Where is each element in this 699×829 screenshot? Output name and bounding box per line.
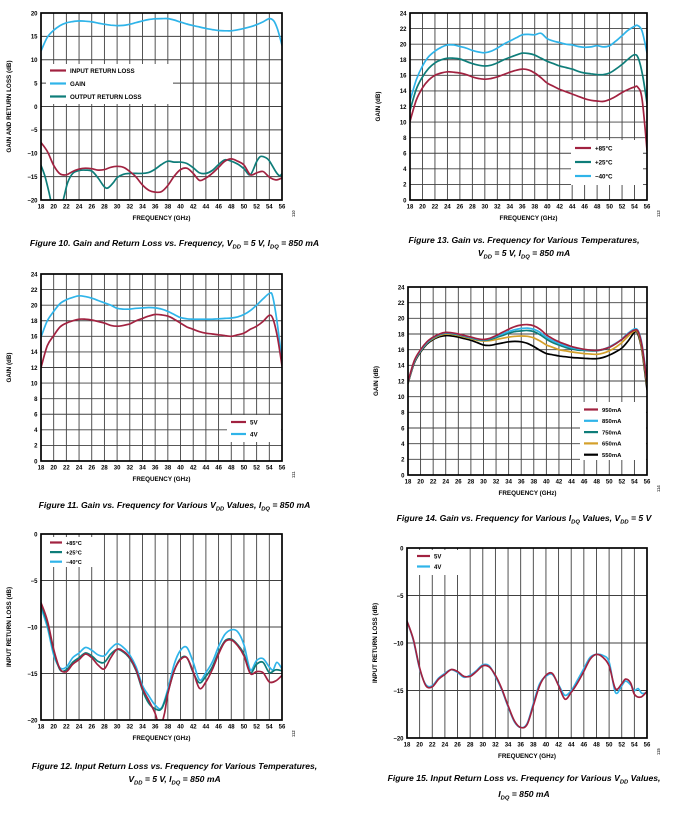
fig14-x-tick: 42 xyxy=(555,479,563,486)
fig14-legend-label: 750mA xyxy=(602,430,622,437)
fig15-y-tick: −10 xyxy=(393,641,404,648)
fig11-y-tick: 18 xyxy=(30,319,38,326)
fig13-y-axis-title: GAIN (dB) xyxy=(375,91,382,122)
fig11-y-tick: 16 xyxy=(30,334,38,341)
fig13-legend-label: +85°C xyxy=(595,145,613,153)
fig14-caption: Figure 14. Gain vs. Frequency for Various $I_{DQ}$ Values, $V_{DD} = 5$ V xyxy=(396,513,652,526)
fig11-x-tick: 56 xyxy=(278,465,286,472)
fig14-x-tick: 24 xyxy=(442,479,450,486)
fig12-x-tick: 52 xyxy=(253,724,260,731)
fig11-y-tick: 6 xyxy=(34,412,38,419)
fig10-x-tick: 38 xyxy=(164,204,172,211)
fig13-y-tick: 4 xyxy=(403,167,407,174)
fig12-x-tick: 22 xyxy=(63,724,70,731)
fig12-series-25c xyxy=(41,605,282,711)
fig10-x-tick: 50 xyxy=(240,204,248,211)
fig13-side-label: 113 xyxy=(656,210,661,217)
fig15-x-axis-title: FREQUENCY (GHz) xyxy=(498,753,556,760)
fig14-x-tick: 20 xyxy=(417,479,424,486)
fig13-y-tick: 10 xyxy=(399,120,407,127)
fig10-x-tick: 30 xyxy=(113,204,121,211)
fig14-series-950ma xyxy=(408,325,647,382)
fig11-x-tick: 50 xyxy=(240,465,248,472)
fig10-y-axis-title: GAIN AND RETURN LOSS (dB) xyxy=(6,60,13,153)
fig11-y-tick: 0 xyxy=(34,459,38,466)
fig14-x-tick: 46 xyxy=(580,479,588,486)
fig15-legend-label: 5V xyxy=(434,554,442,561)
fig13-legend-label: −40°C xyxy=(595,173,613,181)
fig10-y-tick: 10 xyxy=(30,58,38,65)
fig13-x-tick: 52 xyxy=(618,204,626,211)
fig14-legend-label: 550mA xyxy=(602,453,622,459)
fig15-x-tick: 32 xyxy=(492,742,499,749)
fig15-x-tick: 46 xyxy=(580,742,588,749)
fig14-y-tick: 22 xyxy=(397,300,405,307)
figure-13 xyxy=(349,0,699,268)
fig13-y-tick: 20 xyxy=(399,42,407,49)
fig13-x-tick: 20 xyxy=(419,204,426,211)
fig12-y-axis-title: INPUT RETURN LOSS (dB) xyxy=(6,586,13,668)
fig10-y-tick: −15 xyxy=(27,174,38,181)
fig11-caption: Figure 11. Gain vs. Frequency for Various $V_{DD}$ Values, $I_{DQ} = 850$ mA xyxy=(38,500,311,513)
fig15-x-tick: 54 xyxy=(631,742,638,749)
fig10-x-tick: 44 xyxy=(202,204,210,211)
fig14-y-tick: 2 xyxy=(401,457,405,464)
fig10-x-tick: 52 xyxy=(253,204,260,211)
fig10-y-tick: −5 xyxy=(30,128,38,135)
fig15-x-tick: 42 xyxy=(555,742,562,749)
fig11-x-tick: 54 xyxy=(265,465,273,472)
fig15-side-label: 115 xyxy=(656,748,661,755)
fig14-x-tick: 28 xyxy=(467,479,475,486)
fig14-y-tick: 16 xyxy=(397,347,405,354)
fig14-plot xyxy=(349,262,699,528)
fig12-x-tick: 40 xyxy=(177,724,184,731)
fig14-y-tick: 0 xyxy=(401,473,405,480)
fig13-x-tick: 28 xyxy=(469,204,476,211)
fig10-x-tick: 32 xyxy=(126,204,134,211)
fig15-x-tick: 28 xyxy=(466,742,474,749)
fig13-y-tick: 12 xyxy=(399,104,407,111)
fig11-y-tick: 22 xyxy=(30,287,38,294)
fig14-legend-label: 850mA xyxy=(602,419,622,426)
figure-11 xyxy=(0,262,349,520)
fig12-x-tick: 36 xyxy=(151,724,159,731)
fig11-x-tick: 22 xyxy=(63,465,70,472)
fig14-x-tick: 18 xyxy=(404,479,412,486)
fig14-side-label: 114 xyxy=(656,485,661,492)
fig11-y-tick: 12 xyxy=(30,365,38,372)
fig14-x-tick: 26 xyxy=(454,479,462,486)
fig13-x-tick: 48 xyxy=(593,204,601,211)
fig11-plot xyxy=(0,262,349,520)
fig10-x-tick: 22 xyxy=(63,204,70,211)
fig11-x-tick: 52 xyxy=(253,465,260,472)
fig13-x-tick: 56 xyxy=(643,204,651,211)
fig12-legend-label: +25°C xyxy=(66,550,82,557)
fig12-x-tick: 46 xyxy=(215,724,222,731)
fig15-x-tick: 56 xyxy=(643,742,651,749)
fig12-x-tick: 18 xyxy=(37,724,45,731)
fig12-x-tick: 56 xyxy=(278,724,286,731)
fig10-y-tick: −10 xyxy=(27,151,38,158)
fig11-x-tick: 24 xyxy=(75,465,83,472)
fig10-x-tick: 28 xyxy=(101,204,108,211)
fig13-x-tick: 22 xyxy=(431,204,439,211)
fig12-x-tick: 44 xyxy=(202,724,210,731)
fig11-side-label: 111 xyxy=(291,471,296,478)
fig11-x-tick: 28 xyxy=(101,465,108,472)
fig15-x-tick: 24 xyxy=(441,742,449,749)
fig10-legend-label: OUTPUT RETURN LOSS xyxy=(70,93,142,101)
fig13-y-tick: 2 xyxy=(403,182,407,189)
fig11-x-tick: 32 xyxy=(126,465,134,472)
fig12-x-tick: 20 xyxy=(50,724,58,731)
figure-12 xyxy=(0,520,349,829)
fig11-x-tick: 40 xyxy=(177,465,184,472)
fig14-y-tick: 6 xyxy=(401,426,405,433)
fig11-x-axis-title: FREQUENCY (GHz) xyxy=(132,476,191,483)
fig13-x-tick: 50 xyxy=(606,204,613,211)
fig10-x-tick: 54 xyxy=(265,204,273,211)
fig13-plot xyxy=(349,0,699,268)
fig14-y-tick: 8 xyxy=(401,410,405,417)
fig14-series-650ma xyxy=(408,331,647,385)
fig11-x-tick: 46 xyxy=(215,465,222,472)
fig11-x-tick: 18 xyxy=(37,465,45,472)
fig10-legend-label: GAIN xyxy=(70,80,86,88)
fig12-y-tick: 0 xyxy=(34,532,38,539)
fig15-y-tick: −20 xyxy=(393,736,404,743)
figure-10 xyxy=(0,0,349,260)
fig15-x-tick: 34 xyxy=(504,742,512,749)
fig15-x-tick: 52 xyxy=(618,742,626,749)
fig14-x-tick: 44 xyxy=(568,479,575,486)
fig10-x-tick: 56 xyxy=(278,204,286,211)
fig14-y-axis-title: GAIN (dB) xyxy=(373,365,380,397)
fig11-series-5v xyxy=(41,314,282,367)
fig14-x-tick: 52 xyxy=(618,479,626,486)
fig10-y-tick: 15 xyxy=(30,34,38,41)
fig13-caption: Figure 13. Gain vs. Frequency for Various Temperatures, $V_{DD} = 5$ V, $I_{DQ} = 850$ mA xyxy=(408,235,640,262)
fig11-y-tick: 20 xyxy=(30,303,38,310)
fig14-y-tick: 18 xyxy=(397,332,405,339)
fig11-x-tick: 42 xyxy=(189,465,197,472)
fig10-x-tick: 40 xyxy=(177,204,184,211)
fig12-side-label: 112 xyxy=(291,730,296,737)
fig10-x-tick: 20 xyxy=(50,204,58,211)
fig11-x-tick: 20 xyxy=(50,465,58,472)
fig14-y-tick: 20 xyxy=(397,316,405,323)
fig10-x-axis-title: FREQUENCY (GHz) xyxy=(132,215,191,222)
fig15-y-tick: 0 xyxy=(400,546,404,553)
fig12-legend-label: +85°C xyxy=(66,540,82,547)
fig13-x-axis-title: FREQUENCY (GHz) xyxy=(499,215,558,222)
fig15-x-tick: 30 xyxy=(479,742,487,749)
fig13-x-tick: 42 xyxy=(556,204,564,211)
fig14-x-tick: 34 xyxy=(505,479,512,486)
fig12-y-tick: −10 xyxy=(27,625,38,632)
fig15-x-tick: 20 xyxy=(416,742,423,749)
fig11-y-axis-title: GAIN (dB) xyxy=(6,352,13,383)
fig14-y-tick: 24 xyxy=(397,285,405,292)
fig12-x-tick: 42 xyxy=(189,724,197,731)
fig12-x-tick: 30 xyxy=(113,724,121,731)
fig10-y-tick: −20 xyxy=(27,198,38,205)
fig12-y-tick: −5 xyxy=(30,578,38,585)
fig12-x-tick: 28 xyxy=(101,724,108,731)
fig10-x-tick: 48 xyxy=(227,204,235,211)
fig12-x-tick: 54 xyxy=(265,724,273,731)
fig15-x-tick: 22 xyxy=(428,742,436,749)
fig13-x-tick: 34 xyxy=(506,204,514,211)
fig14-x-tick: 56 xyxy=(643,479,651,486)
fig15-y-tick: −5 xyxy=(396,593,404,600)
fig12-x-tick: 48 xyxy=(227,724,235,731)
fig14-x-tick: 54 xyxy=(631,479,638,486)
fig11-y-tick: 8 xyxy=(34,396,38,403)
fig12-x-tick: 26 xyxy=(88,724,96,731)
fig12-y-tick: −20 xyxy=(27,718,38,725)
fig14-x-tick: 38 xyxy=(530,479,538,486)
fig13-x-tick: 26 xyxy=(456,204,464,211)
fig13-x-tick: 40 xyxy=(543,204,551,211)
fig11-x-tick: 48 xyxy=(227,465,235,472)
fig13-series-25c xyxy=(410,53,647,110)
fig13-x-tick: 30 xyxy=(481,204,489,211)
fig13-x-tick: 36 xyxy=(518,204,526,211)
fig14-y-tick: 12 xyxy=(397,379,405,386)
fig13-y-tick: 18 xyxy=(399,58,407,65)
fig10-x-tick: 26 xyxy=(88,204,96,211)
fig13-y-tick: 22 xyxy=(399,26,407,33)
fig10-side-label: 110 xyxy=(291,210,296,217)
fig13-y-tick: 0 xyxy=(403,198,407,205)
fig15-legend-label: 4V xyxy=(434,564,442,571)
fig14-x-tick: 48 xyxy=(593,479,601,486)
fig15-x-tick: 44 xyxy=(567,742,575,749)
fig12-caption: Figure 12. Input Return Loss vs. Frequency for Various Temperatures, $V_{DD} = 5$ V, $I_{DQ} = 850$ mA xyxy=(31,761,318,788)
fig11-x-tick: 30 xyxy=(113,465,121,472)
fig14-x-axis-title: FREQUENCY (GHz) xyxy=(498,490,557,497)
fig12-x-tick: 38 xyxy=(164,724,172,731)
fig11-y-tick: 4 xyxy=(34,428,38,435)
fig10-y-tick: 5 xyxy=(34,81,38,88)
fig14-y-tick: 14 xyxy=(397,363,405,370)
fig10-y-tick: 20 xyxy=(30,11,38,18)
fig12-x-tick: 34 xyxy=(139,724,146,731)
figure-15 xyxy=(349,520,699,829)
fig11-y-tick: 10 xyxy=(30,381,38,388)
fig11-y-tick: 14 xyxy=(30,350,38,357)
figure-14 xyxy=(349,262,699,528)
fig14-series-750ma xyxy=(408,329,647,382)
fig12-legend-label: −40°C xyxy=(66,560,82,566)
fig13-series-40c xyxy=(410,25,647,101)
fig13-x-tick: 46 xyxy=(581,204,588,211)
fig12-y-tick: −15 xyxy=(27,671,38,678)
fig13-y-tick: 8 xyxy=(403,135,407,142)
fig10-x-tick: 18 xyxy=(37,204,45,211)
fig14-y-tick: 10 xyxy=(397,394,405,401)
fig10-caption: Figure 10. Gain and Return Loss vs. Frequency, $V_{DD} = 5$ V, $I_{DQ} = 850$ mA xyxy=(29,238,320,251)
fig11-x-tick: 38 xyxy=(164,465,172,472)
fig15-x-tick: 26 xyxy=(454,742,461,749)
fig11-legend-label: 4V xyxy=(250,431,258,439)
fig14-legend-label: 650mA xyxy=(602,441,622,448)
fig15-x-tick: 38 xyxy=(529,742,537,749)
fig13-x-tick: 24 xyxy=(444,204,451,211)
fig14-x-tick: 32 xyxy=(492,479,500,486)
fig11-x-tick: 44 xyxy=(202,465,210,472)
fig11-y-tick: 2 xyxy=(34,443,38,450)
fig14-x-tick: 40 xyxy=(543,479,550,486)
fig11-y-tick: 24 xyxy=(30,272,38,279)
fig13-x-tick: 44 xyxy=(568,204,576,211)
fig10-x-tick: 46 xyxy=(215,204,222,211)
fig10-x-tick: 42 xyxy=(189,204,197,211)
fig12-x-tick: 32 xyxy=(126,724,134,731)
fig10-series-gain xyxy=(41,19,282,51)
fig13-y-tick: 24 xyxy=(399,11,407,18)
fig11-x-tick: 26 xyxy=(88,465,96,472)
fig14-x-tick: 22 xyxy=(429,479,437,486)
fig10-series-inputreturnloss xyxy=(41,143,282,193)
fig15-y-axis-title: INPUT RETURN LOSS (dB) xyxy=(372,602,379,684)
fig10-x-tick: 34 xyxy=(139,204,146,211)
fig12-x-axis-title: FREQUENCY (GHz) xyxy=(132,735,191,742)
fig13-x-tick: 32 xyxy=(493,204,501,211)
fig15-y-tick: −15 xyxy=(393,688,404,695)
fig15-x-tick: 36 xyxy=(517,742,525,749)
fig15-caption: Figure 15. Input Return Loss vs. Frequency for Various $V_{DD}$ Values, $I_{DQ} = 850$ mA xyxy=(387,773,661,802)
fig13-y-tick: 6 xyxy=(403,151,407,158)
fig13-y-tick: 16 xyxy=(399,73,407,80)
fig13-y-tick: 14 xyxy=(399,89,407,96)
fig13-x-tick: 38 xyxy=(531,204,539,211)
fig12-x-tick: 50 xyxy=(240,724,248,731)
fig15-x-tick: 50 xyxy=(605,742,613,749)
fig10-legend-label: INPUT RETURN LOSS xyxy=(70,67,135,75)
fig15-x-tick: 18 xyxy=(403,742,411,749)
fig15-x-tick: 40 xyxy=(542,742,550,749)
fig11-x-tick: 34 xyxy=(139,465,146,472)
fig15-x-tick: 48 xyxy=(593,742,600,749)
fig13-x-tick: 18 xyxy=(406,204,414,211)
fig13-legend-label: +25°C xyxy=(595,159,613,167)
fig14-x-tick: 36 xyxy=(517,479,525,486)
fig10-x-tick: 24 xyxy=(75,204,83,211)
fig14-legend-label: 950mA xyxy=(602,407,622,414)
fig14-x-tick: 30 xyxy=(480,479,487,486)
fig11-legend-label: 5V xyxy=(250,419,258,427)
fig13-x-tick: 54 xyxy=(631,204,638,211)
fig14-y-tick: 4 xyxy=(401,441,405,448)
fig11-x-tick: 36 xyxy=(151,465,159,472)
fig10-plot xyxy=(0,0,349,260)
fig12-x-tick: 24 xyxy=(75,724,83,731)
fig14-x-tick: 50 xyxy=(605,479,613,486)
fig10-y-tick: 0 xyxy=(34,104,38,111)
fig10-x-tick: 36 xyxy=(151,204,159,211)
